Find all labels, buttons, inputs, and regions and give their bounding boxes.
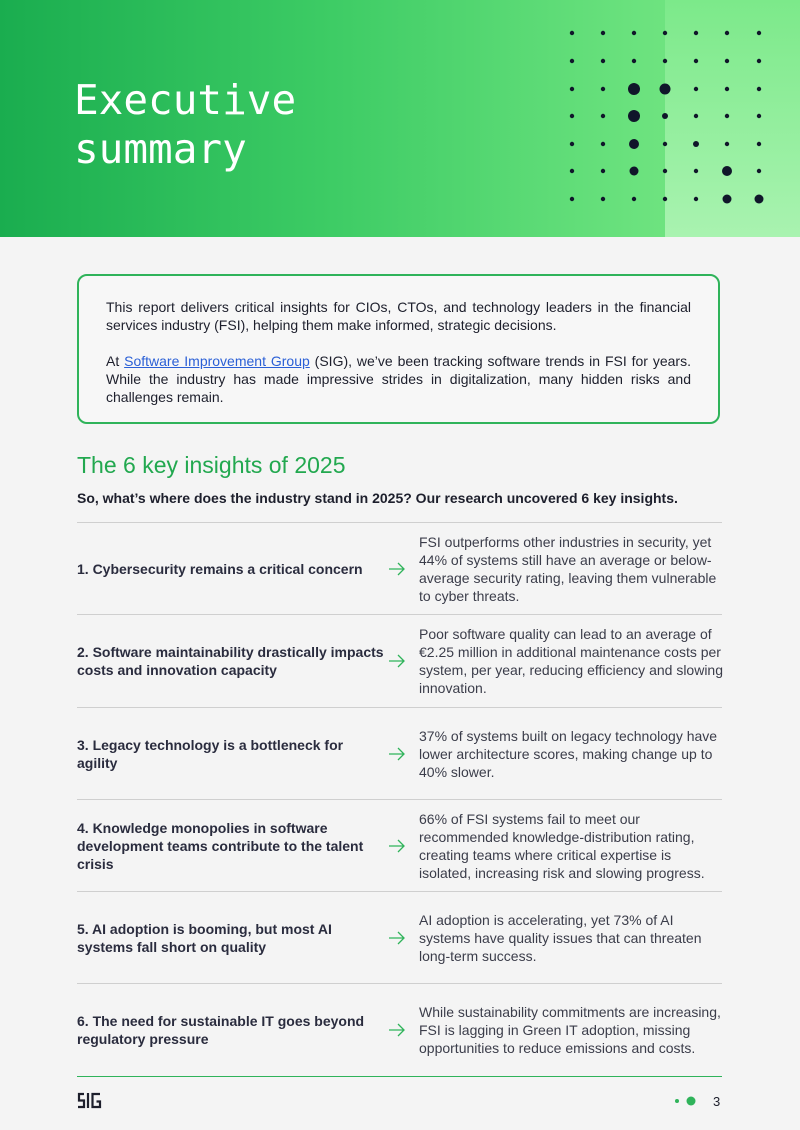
decoration-dot	[630, 167, 639, 176]
decoration-dot	[693, 141, 699, 147]
insight-desc-6: While sustainability commitments are increasing, FSI is lagging in Green IT adoption, missing opportunities to reduce emissions and costs.	[419, 1004, 721, 1056]
title-line-1: Executive	[74, 76, 297, 124]
decoration-dot	[570, 197, 574, 201]
decoration-dot	[629, 139, 639, 149]
page-number: 3	[713, 1094, 721, 1109]
decoration-dot	[725, 31, 729, 35]
arrow-right-icon	[388, 562, 406, 576]
decoration-dot	[725, 114, 729, 118]
title-line-2: summary	[74, 125, 247, 173]
insight-title-4: 4. Knowledge monopolies in software development teams contribute to the talent crisis	[77, 819, 364, 872]
arrow-right-icon	[388, 1023, 406, 1037]
decoration-dot	[663, 59, 667, 63]
insight-title-1: 1. Cybersecurity remains a critical concern	[77, 560, 363, 577]
insight-title-6: 6. The need for sustainable IT goes beyond regulatory pressure	[77, 1013, 365, 1047]
insight-desc-2: Poor software quality can lead to an average of €2.25 million in additional maintenance costs per system, per year, reducing efficiency and slowing innovation.	[419, 626, 724, 696]
decoration-dot	[570, 142, 574, 146]
decoration-dot	[663, 31, 667, 35]
insight-desc-4: 66% of FSI systems fail to meet our recommended knowledge-distribution rating, creating teams where critical expertise is isolated, increasing risk and slowing progress.	[419, 810, 705, 881]
insight-desc-5: AI adoption is accelerating, yet 73% of AI systems have quality issues that can threaten long-term success.	[419, 911, 702, 964]
decoration-dot	[570, 87, 574, 91]
insight-row-6	[77, 983, 722, 1076]
insight-desc-3: 37% of systems built on legacy technology have lower architecture scores, making change up to 40% slower.	[419, 727, 718, 780]
intro-p2-suffix: (SIG), we’ve been tracking software trends in FSI for years. While the industry has made impressive strides in digitalization, many hidden risks and challenges remain.	[106, 353, 691, 405]
decoration-dot	[663, 142, 667, 146]
decoration-dot	[723, 195, 732, 204]
insights-list	[77, 522, 722, 1076]
decoration-dot	[757, 87, 761, 91]
insights-subheading: So, what’s where does the industry stand in 2025? Our research uncovered 6 key insights.	[77, 490, 678, 506]
decoration-dot	[663, 169, 667, 173]
decoration-dot	[725, 142, 729, 146]
insight-title-3: 3. Legacy technology is a bottleneck for agility	[77, 736, 344, 771]
page-title	[74, 76, 296, 174]
decoration-dot	[755, 195, 764, 204]
decoration-dot	[601, 114, 605, 118]
decoration-dot	[694, 87, 698, 91]
insight-row-1	[77, 522, 722, 614]
decoration-dot	[662, 113, 668, 119]
arrow-right-icon	[388, 747, 406, 761]
decoration-dot	[663, 197, 667, 201]
decoration-dot	[570, 31, 574, 35]
insight-row-3	[77, 707, 722, 799]
decoration-dot	[694, 59, 698, 63]
decoration-dot	[570, 59, 574, 63]
insight-row-5	[77, 891, 722, 983]
decoration-dot	[601, 197, 605, 201]
decoration-dot	[628, 83, 640, 95]
footer-divider	[77, 1076, 722, 1077]
intro-paragraph-1: This report delivers critical insights for CIOs, CTOs, and technology leaders in the financial services industry (FSI), helping them make informed, strategic decisions.	[106, 299, 691, 333]
insights-heading: The 6 key insights of 2025	[77, 452, 346, 478]
decoration-dot	[725, 59, 729, 63]
decoration-dot	[601, 59, 605, 63]
decoration-dot	[601, 169, 605, 173]
decoration-dot	[757, 169, 761, 173]
decoration-dot	[660, 84, 671, 95]
decoration-dot	[570, 169, 574, 173]
insight-title-5: 5. AI adoption is booming, but most AI systems fall short on quality	[77, 920, 332, 955]
intro-p2-prefix: At	[106, 353, 125, 369]
arrow-right-icon	[388, 931, 406, 945]
decoration-dot	[570, 114, 574, 118]
decoration-dot	[757, 142, 761, 146]
decoration-dot	[694, 114, 698, 118]
decoration-dot	[757, 114, 761, 118]
decoration-dot	[757, 59, 761, 63]
decoration-dot	[632, 197, 636, 201]
page-dots-icon	[674, 1095, 698, 1107]
intro-box	[77, 274, 720, 424]
decoration-dot	[632, 31, 636, 35]
decoration-dot	[694, 31, 698, 35]
decoration-dot	[632, 59, 636, 63]
decoration-dot	[601, 87, 605, 91]
decoration-dot	[694, 197, 698, 201]
insight-row-4	[77, 799, 722, 891]
arrow-right-icon	[388, 839, 406, 853]
decoration-dot	[628, 110, 640, 122]
arrow-right-icon	[388, 654, 406, 668]
decoration-dot	[601, 142, 605, 146]
decoration-dot	[725, 87, 729, 91]
decoration-dot	[722, 166, 732, 176]
header-banner	[0, 0, 800, 237]
decoration-dot	[694, 169, 698, 173]
insight-title-2: 2. Software maintainability drastically impacts costs and innovation capacity	[77, 644, 384, 678]
sig-link[interactable]: Software Improvement Group	[124, 353, 310, 369]
sig-logo-icon	[77, 1092, 103, 1110]
insight-desc-1: FSI outperforms other industries in security, yet 44% of systems still have an average or below-average security rating, leaving them vulnerable to cyber threats.	[419, 533, 717, 604]
decoration-dot	[757, 31, 761, 35]
intro-paragraph-2	[106, 352, 691, 406]
insight-row-2	[77, 614, 722, 707]
decoration-dot	[601, 31, 605, 35]
